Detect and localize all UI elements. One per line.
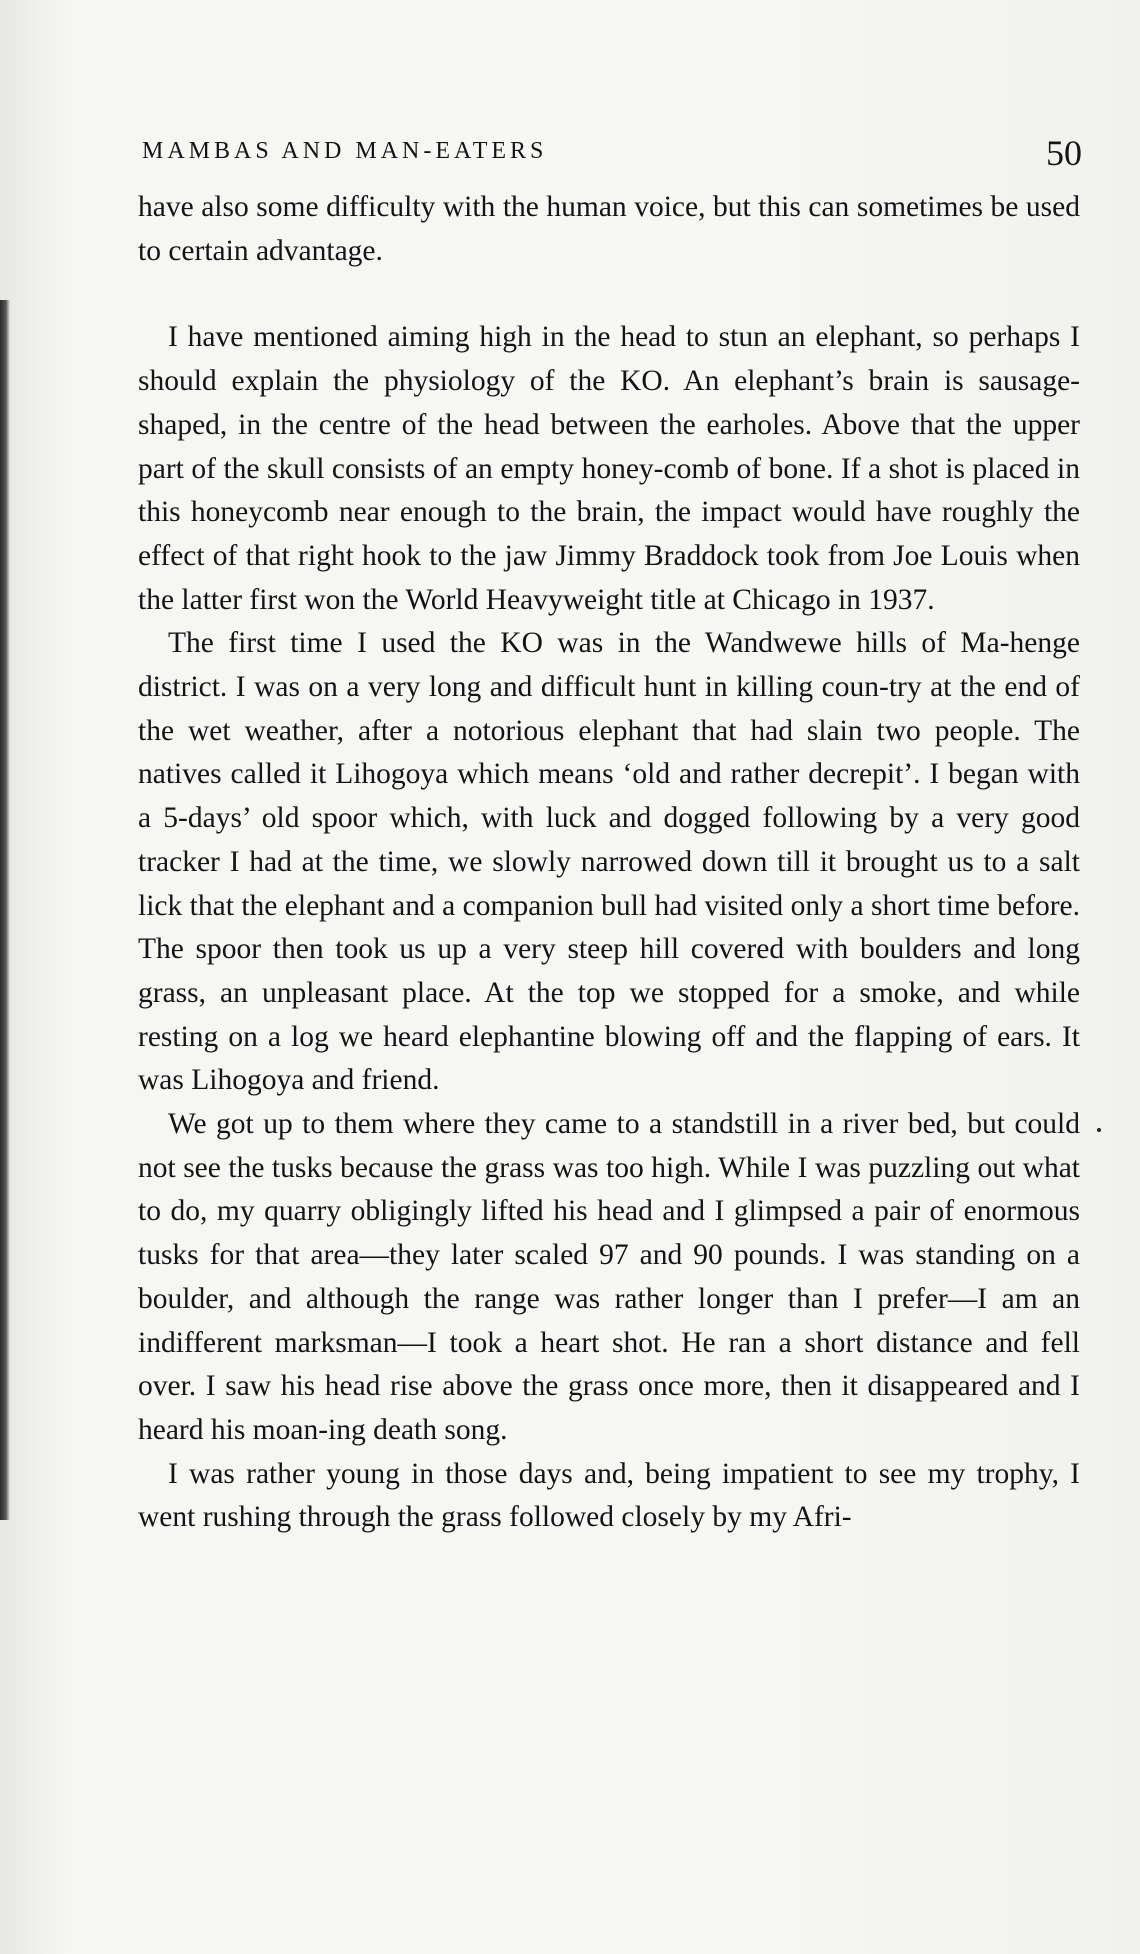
paragraph-1: have also some difficulty with the human voice, but this can sometimes be used to certain advantage. <box>138 191 1080 267</box>
paragraph-2: I have mentioned aiming high in the head to stun an elephant, so perhaps I should explain the physiology of the KO. An elephant’s brain is sausage-shaped, in the centre of the head between the earholes. Above that the upper part of the skull consists of an empty honey-comb of bone. If a shot is placed in this honeycomb near enough to the brain, the impact would have roughly the effect of that right hook to the jaw Jimmy Braddock took from Joe Louis when the latter first won the World Heavyweight title at Chicago in 1937. <box>138 321 1080 616</box>
paragraph-3: The first time I used the KO was in the Wandwewe hills of Ma-henge district. I was on a very long and difficult hunt in killing coun-try at the end of the wet weather, after a notorious elephant that had slain two people. The natives called it Lihogoya which means ‘old and rather decrepit’. I began with a 5-days’ old spoor which, with luck and dogged following by a very good tracker I had at the time, we slowly narrowed down till it brought us to a salt lick that the elephant and a companion bull had visited only a short time before. The spoor then took us up a very steep hill covered with boulders and long grass, an unpleasant place. At the top we stopped for a smoke, and while resting on a log we heard elephantine blowing off and the flapping of ears. It was Lihogoya and friend. <box>138 627 1080 1097</box>
body-text <box>138 186 1080 1540</box>
running-head: MAMBAS AND MAN-EATERS <box>142 138 548 164</box>
ink-speck <box>1097 1128 1101 1132</box>
page-edge-shadow <box>0 300 10 1520</box>
page-header <box>142 132 1082 178</box>
paragraph-5: I was rather young in those days and, being impatient to see my trophy, I went rushing through the grass followed closely by my Afri- <box>138 1457 1080 1534</box>
paragraph-4: We got up to them where they came to a standstill in a river bed, but could not see the tusks because the grass was too high. While I was puzzling out what to do, my quarry obligingly lifted his head and I glimpsed a pair of enormous tusks for that area—they later scaled 97 and 90 pounds. I was standing on a boulder, and although the range was rather longer than I prefer—I am an indifferent marksman—I took a heart shot. He ran a short distance and fell over. I saw his head rise above the grass once more, then it disappeared and I heard his moan-ing death song. <box>138 1108 1080 1446</box>
page-number: 50 <box>1046 133 1082 173</box>
